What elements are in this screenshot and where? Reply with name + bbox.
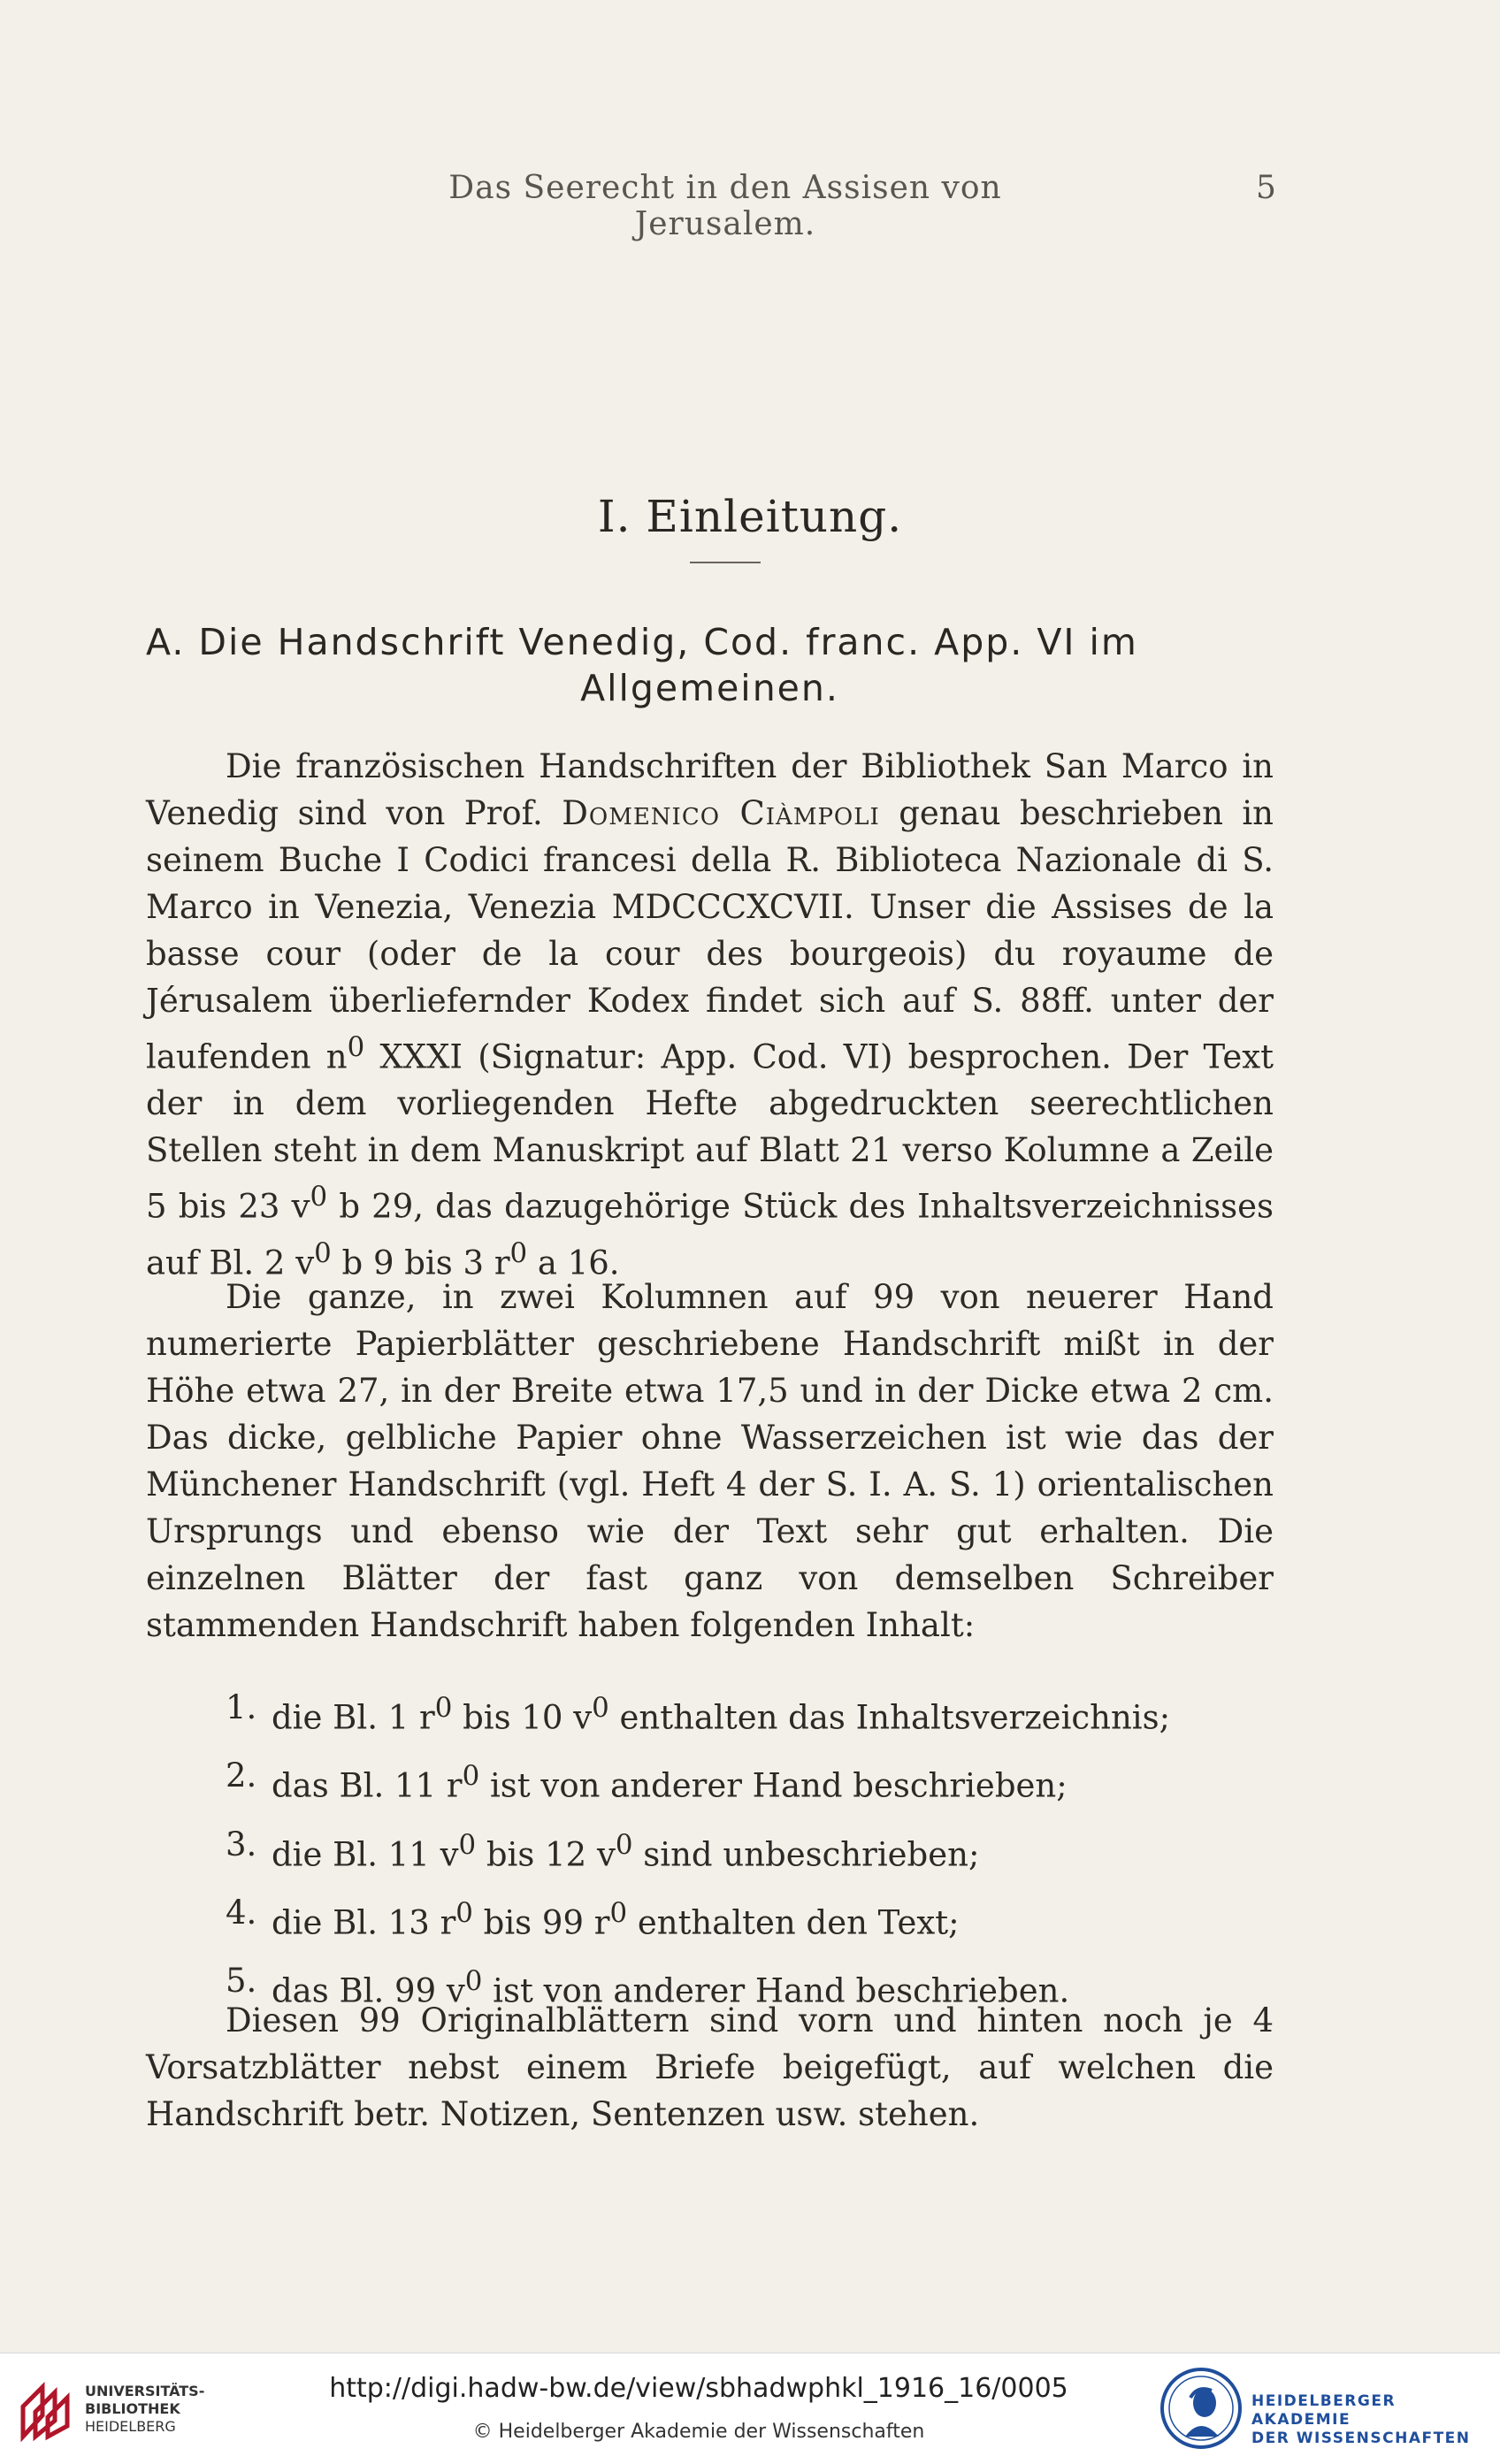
list-item-body — [272, 1747, 1068, 1815]
superscript: 0 — [462, 1760, 480, 1793]
section-heading-line2: Allgemeinen. — [580, 667, 839, 709]
university-library-name — [85, 2383, 204, 2436]
superscript: 0 — [314, 1236, 332, 1269]
list-item-text: die Bl. 1 r — [272, 1698, 435, 1737]
chapter-title: I. Einleitung. — [597, 491, 903, 542]
list-item-text: das Bl. 11 r — [272, 1766, 463, 1805]
superscript: 0 — [592, 1692, 609, 1724]
superscript: 0 — [434, 1692, 453, 1724]
academy-line-2: DER WISSENSCHAFTEN — [1251, 2430, 1471, 2447]
list-item — [146, 1747, 1274, 1815]
paragraph-2 — [146, 1274, 1274, 1649]
list-item-text: ist von anderer Hand beschrieben; — [479, 1766, 1068, 1805]
permalink-url[interactable]: http://digi.hadw-bw.de/view/sbhadwphkl_1916_16/0005 — [329, 2373, 1068, 2404]
paragraph-1 — [146, 743, 1274, 1286]
text-run: XXXI (Signatur: App. Cod. VI) besprochen. Der Text der in dem vorliegenden Hefte abgedruckten seerechtlichen Stellen steht in dem Manuskript auf Blatt 21 verso Kolumne a Zeile 5 bis 23 v — [146, 1037, 1274, 1226]
page-number: 5 — [1256, 170, 1276, 206]
list-item-number: 1. — [226, 1688, 257, 1726]
academy-name — [1251, 2392, 1500, 2448]
superscript: 0 — [609, 1896, 628, 1929]
list-item — [146, 1816, 1274, 1884]
list-item-text: enthalten den Text; — [627, 1903, 960, 1942]
list-item-text: bis 99 r — [472, 1903, 610, 1942]
text-run: genau beschrieben in seinem Buche I Codici francesi della R. Biblioteca Nazionale di S. Marco in Venezia, Venezia MDCCCXCVII. Unser die Assises de la basse cour (oder de la cour des bourgeois) du royaume de Jérusalem überliefernder Kodex findet sich auf S. 88ff. unter der laufenden n — [146, 794, 1274, 1076]
uni-line-1: UNIVERSITÄTS- — [85, 2383, 205, 2399]
footer-bar — [0, 2353, 1500, 2464]
superscript: 0 — [458, 1828, 477, 1861]
superscript: 0 — [464, 1965, 483, 1998]
list-item-text: sind unbeschrieben; — [632, 1834, 980, 1873]
section-heading-line1: A. Die Handschrift Venedig, Cod. franc. App. VI im — [146, 621, 1138, 663]
list-item-text: bis 12 v — [476, 1834, 616, 1873]
text-run: a 16. — [527, 1243, 620, 1282]
list-item-text: enthalten das Inhaltsverzeichnis; — [608, 1698, 1171, 1737]
list-item-text: das Bl. 99 v — [272, 1971, 465, 2010]
paragraph-3-text: Diesen 99 Originalblättern sind vorn und hinten noch je 4 Vorsatzblätter nebst einem Briefe beigefügt, auf welchen die Handschrift betr. Notizen, Sentenzen usw. stehen. — [146, 2001, 1274, 2133]
uni-line-2: BIBLIOTHEK — [85, 2400, 180, 2417]
superscript: 0 — [455, 1896, 473, 1929]
university-library-logo-icon — [16, 2380, 74, 2442]
copyright-notice: © Heidelberger Akademie der Wissenschaften — [472, 2421, 925, 2443]
title-divider — [690, 562, 761, 563]
paragraph-2-text: Die ganze, in zwei Kolumnen auf 99 von neuerer Hand numerierte Papierblätter geschriebene Handschrift mißt in der Höhe etwa 27, in der Breite etwa 17,5 und in der Dicke etwa 2 cm. Das dicke, gelbliche Papier ohne Wasserzeichen ist wie das der Münchener Handschrift (vgl. Heft 4 der S. I. A. S. 1) orientalischen Ursprungs und ebenso wie der Text sehr gut erhalten. Die einzelnen Blätter der fast ganz von demselben Schreiber stammenden Handschrift haben folgenden Inhalt: — [146, 1278, 1274, 1644]
list-item-number: 3. — [226, 1825, 257, 1863]
list-item-text: die Bl. 11 v — [272, 1834, 459, 1873]
list-item — [146, 1679, 1274, 1747]
list-item-text: bis 10 v — [452, 1698, 593, 1737]
text-run: Die französischen Handschriften der Bibliothek San Marco in Venedig sind von Prof. — [146, 747, 1274, 832]
academy-line-1: HEIDELBERGER AKADEMIE — [1251, 2392, 1397, 2429]
list-item-body — [272, 1816, 979, 1884]
superscript: 0 — [509, 1236, 528, 1269]
author-name: Domenico Ciàmpoli — [562, 794, 880, 832]
list-item-body — [272, 1884, 960, 1952]
list-item-number: 4. — [226, 1893, 257, 1932]
paragraph-3 — [146, 1997, 1274, 2138]
section-heading — [146, 619, 1274, 711]
list-item-number: 5. — [226, 1962, 257, 2001]
text-run: b 29, das dazugehörige Stück des Inhaltsverzeichnisses auf Bl. 2 v — [146, 1187, 1274, 1282]
superscript: 0 — [347, 1031, 365, 1063]
superscript: 0 — [310, 1181, 328, 1213]
list-item-text: ist von anderer Hand beschrieben. — [482, 1971, 1070, 2010]
superscript: 0 — [615, 1828, 633, 1861]
content-list — [146, 1679, 1274, 2021]
list-item-number: 2. — [226, 1756, 257, 1795]
academy-seal-icon — [1159, 2366, 1244, 2451]
list-item — [146, 1884, 1274, 1952]
text-run: b 9 bis 3 r — [331, 1243, 510, 1282]
list-item-text: die Bl. 13 r — [272, 1903, 456, 1942]
uni-line-3: HEIDELBERG — [85, 2418, 176, 2435]
running-title: Das Seerecht in den Assisen von Jerusalem. — [448, 170, 1002, 242]
list-item-body — [272, 1679, 1170, 1747]
